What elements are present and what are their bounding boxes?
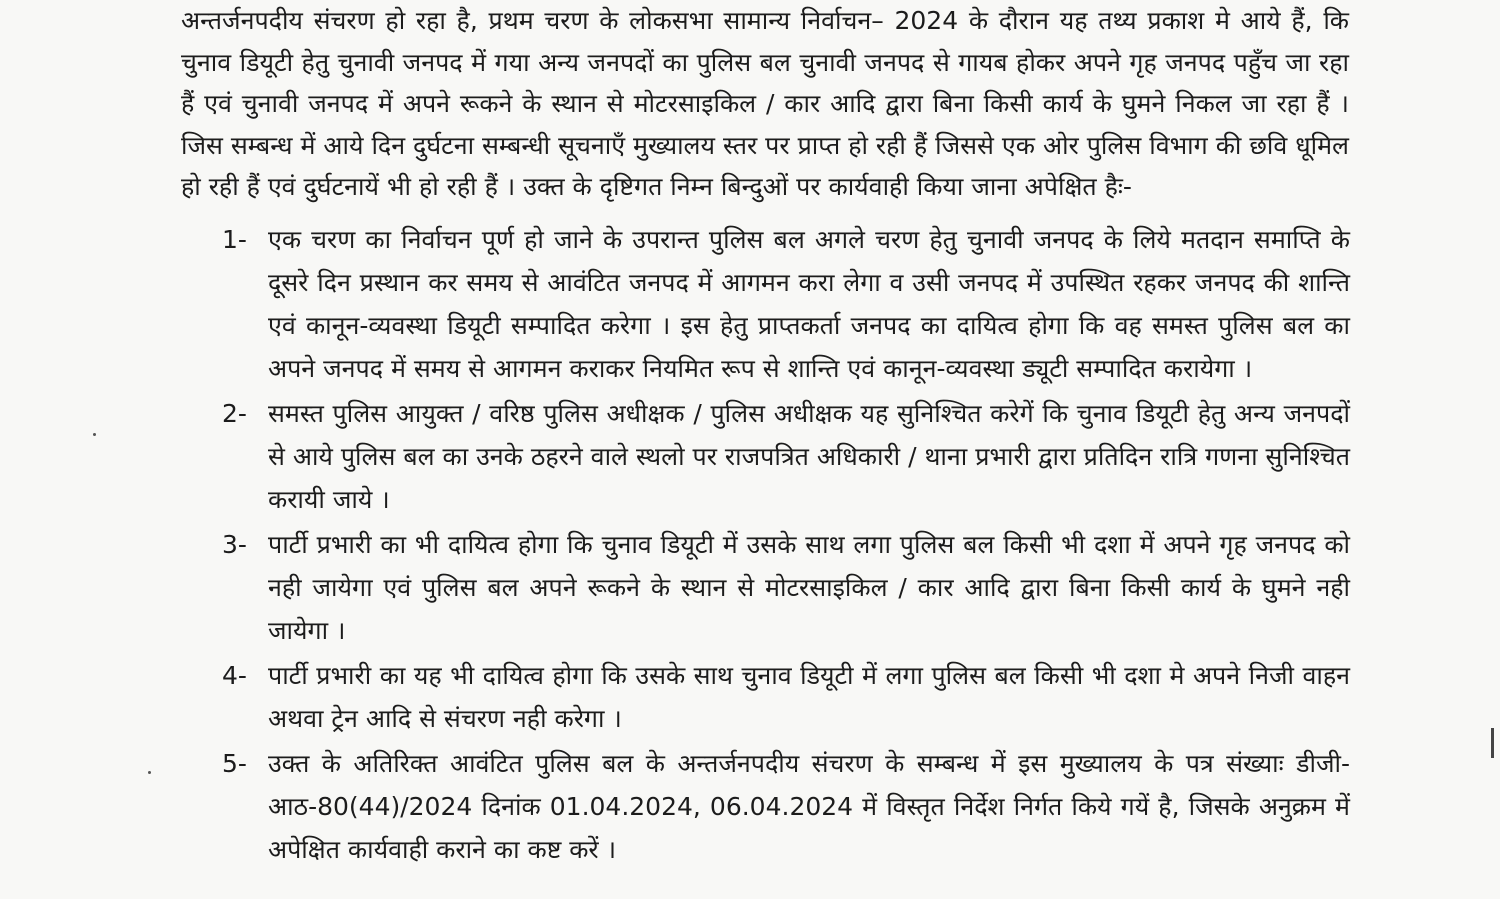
list-item-text: पार्टी प्रभारी का यह भी दायित्व होगा कि उसके साथ चुनाव डियूटी में लगा पुलिस बल किसी भी दशा मे अपने निजी वाहन अथवा ट्रेन आदि से संचरण नही करेगा ।	[268, 661, 1350, 733]
list-item	[222, 654, 1350, 740]
scan-speck	[148, 771, 151, 774]
list-item-number: 1-	[222, 225, 247, 254]
list-item	[222, 392, 1350, 521]
intro-paragraph: अन्तर्जनपदीय संचरण हो रहा है, प्रथम चरण के लोकसभा सामान्य निर्वाचन– 2024 के दौरान यह तथ्य प्रकाश मे आये हैं, कि चुनाव डियूटी हेतु चुनावी जनपद में गया अन्य जनपदों का पुलिस बल चुनावी जनपद से गायब होकर अपने गृह जनपद पहुँच जा रहा हैं एवं चुनावी जनपद में अपने रूकने के स्थान से मोटरसाइकिल / कार आदि द्वारा बिना किसी कार्य के घुमने निकल जा रहा हैं । जिस सम्बन्ध में आये दिन दुर्घटना सम्बन्धी सूचनाएँ मुख्यालय स्तर पर प्राप्त हो रही हैं जिससे एक ओर पुलिस विभाग की छवि धूमिल हो रही हैं एवं दुर्घटनायें भी हो रही हैं । उक्त के दृष्टिगत निम्न बिन्दुओं पर कार्यवाही किया जाना अपेक्षित हैः-	[181, 6, 1349, 201]
list-item	[222, 218, 1350, 390]
list-item	[222, 523, 1350, 652]
list-item-number: 3-	[222, 530, 247, 559]
list-item-text: पार्टी प्रभारी का भी दायित्व होगा कि चुनाव डियूटी में उसके साथ लगा पुलिस बल किसी भी दशा में अपने गृह जनपद को नही जायेगा एवं पुलिस बल अपने रूकने के स्थान से मोटरसाइकिल / कार आदि द्वारा बिना किसी कार्य के घुमने नही जायेगा ।	[268, 530, 1350, 645]
scan-speck	[93, 433, 96, 436]
directive-list	[222, 218, 1350, 873]
list-item-text: उक्त के अतिरिक्त आवंटित पुलिस बल के अन्तर्जनपदीय संचरण के सम्बन्ध में इस मुख्यालय के पत्र संख्याः डीजी-आठ-80(44)/2024 दिनांक 01.04.2024, 06.04.2024 में विस्तृत निर्देश निर्गत किये गयें है, जिसके अनुक्रम में अपेक्षित कार्यवाही कराने का कष्ट करें ।	[268, 749, 1350, 864]
list-item-number: 4-	[222, 661, 247, 690]
scan-edge-mark	[1491, 728, 1494, 758]
list-item-text: एक चरण का निर्वाचन पूर्ण हो जाने के उपरान्त पुलिस बल अगले चरण हेतु चुनावी जनपद के लिये मतदान समाप्ति के दूसरे दिन प्रस्थान कर समय से आवंटित जनपद में आगमन करा लेगा व उसी जनपद में उपस्थित रहकर जनपद की शान्ति एवं कानून-व्यवस्था डियूटी सम्पादित करेगा । इस हेतु प्राप्तकर्ता जनपद का दायित्व होगा कि वह समस्त पुलिस बल का अपने जनपद में समय से आगमन कराकर नियमित रूप से शान्ति एवं कानून-व्यवस्था ड्यूटी सम्पादित करायेगा ।	[268, 225, 1350, 383]
list-item	[222, 742, 1350, 871]
list-item-number: 5-	[222, 749, 247, 778]
list-item-number: 2-	[222, 399, 247, 428]
list-item-text: समस्त पुलिस आयुक्त / वरिष्ठ पुलिस अधीक्षक / पुलिस अधीक्षक यह सुनिश्चित करेगें कि चुनाव डियूटी हेतु अन्य जनपदों से आये पुलिस बल का उनके ठहरने वाले स्थलो पर राजपत्रित अधिकारी / थाना प्रभारी द्वारा प्रतिदिन रात्रि गणना सुनिश्चित करायी जाये ।	[268, 399, 1350, 514]
